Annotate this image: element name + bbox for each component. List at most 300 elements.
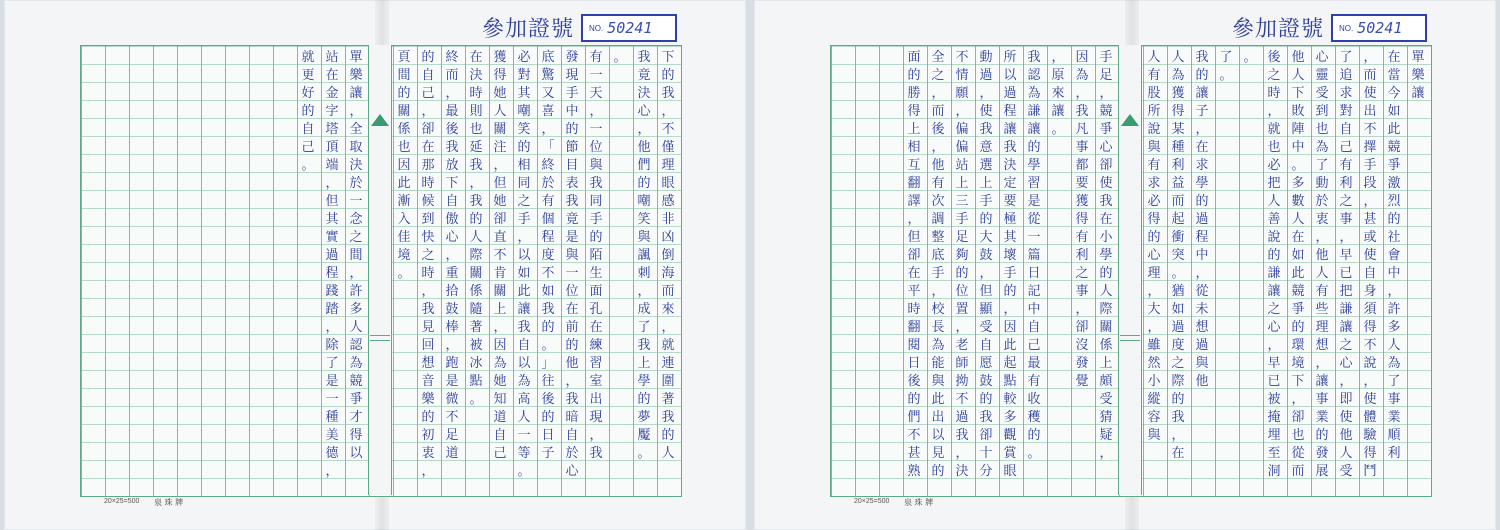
handwritten-char: 己 [421,86,435,101]
handwritten-char: 有 [1147,158,1161,173]
handwritten-char: 原 [1051,68,1065,83]
handwritten-char: 不 [955,50,969,65]
handwritten-char: 人 [1339,446,1353,461]
handwritten-char: 喜 [541,104,555,119]
handwritten-char: ， [469,176,483,191]
text-column [930,50,946,480]
handwritten-char: 受 [1339,464,1353,479]
handwritten-char: 有 [1315,284,1329,299]
handwritten-char: 利 [1075,248,1089,263]
handwritten-char: 知 [493,392,507,407]
handwritten-char: 觀 [1003,428,1017,443]
handwritten-char: 卻 [1291,410,1305,425]
handwritten-char: 靈 [1315,68,1329,83]
handwritten-char: 單 [349,50,363,65]
handwritten-char: 衷 [421,446,435,461]
handwritten-char: 得 [1171,104,1185,119]
handwritten-char: ， [931,86,945,101]
handwritten-char: 上 [979,176,993,191]
handwritten-char: 利 [1171,158,1185,173]
handwritten-char: 頗 [1099,374,1113,389]
handwritten-char: 其 [517,86,531,101]
handwritten-char: 認 [349,338,363,353]
handwritten-char: 於 [349,176,363,191]
handwritten-char: 入 [397,212,411,227]
handwritten-char: 又 [541,86,555,101]
center-marker-icon [1121,114,1139,126]
handwritten-char: 就 [661,338,675,353]
handwritten-char: 節 [565,140,579,155]
handwritten-char: 「 [541,140,555,155]
handwritten-char: 手 [1363,158,1377,173]
handwritten-char: 於 [565,446,579,461]
handwritten-char: 的 [421,50,435,65]
handwritten-char: 我 [1171,410,1185,425]
handwritten-char: 有 [1075,230,1089,245]
answer-sheet-right [754,0,1496,530]
handwritten-char: 自 [421,68,435,83]
handwritten-char: 快 [421,230,435,245]
handwritten-char: 是 [565,230,579,245]
handwritten-char: 如 [1171,302,1185,317]
handwritten-char: 子 [541,446,555,461]
handwritten-char: 事 [1075,284,1089,299]
handwritten-char: 至 [1267,446,1281,461]
handwritten-char: 多 [1291,176,1305,191]
handwritten-char: 讓 [1027,122,1041,137]
handwritten-char: 有 [1147,68,1161,83]
handwritten-char: 未 [1195,302,1209,317]
handwritten-char: 今 [1387,86,1401,101]
handwritten-char: 中 [1387,266,1401,281]
handwritten-char: 衝 [1171,230,1185,245]
handwritten-char: 必 [517,50,531,65]
handwritten-char: 到 [421,212,435,227]
handwritten-char: ， [325,464,339,479]
handwritten-char: 過 [1195,338,1209,353]
handwritten-char: 關 [493,122,507,137]
handwritten-char: 我 [541,302,555,317]
handwritten-char: 我 [1075,104,1089,119]
handwritten-char: 僅 [661,140,675,155]
handwritten-char: 與 [589,158,603,173]
handwritten-char: 為 [493,356,507,371]
handwritten-char: ， [349,104,363,119]
handwritten-char: 時 [421,266,435,281]
handwritten-char: 競 [349,374,363,389]
center-marker-icon [371,114,389,126]
handwritten-char: 見 [931,446,945,461]
handwritten-char: 為 [1171,68,1185,83]
handwritten-char: 取 [349,140,363,155]
handwritten-char: 一 [1027,230,1041,245]
handwritten-char: 把 [1339,284,1353,299]
handwritten-char: 鼓 [979,374,993,389]
handwritten-char: 理 [1147,266,1161,281]
handwritten-char: ， [493,320,507,335]
handwritten-char: 其 [1003,230,1017,245]
handwritten-char: 點 [1003,374,1017,389]
handwritten-char: 樂 [349,68,363,83]
handwritten-char: 敗 [1291,104,1305,119]
handwritten-char: 我 [469,194,483,209]
handwritten-char: 許 [349,284,363,299]
handwritten-char: 除 [325,338,339,353]
handwritten-char: 也 [469,122,483,137]
handwritten-char: 倒 [661,248,675,263]
handwritten-char: 之 [1339,338,1353,353]
handwritten-char: 從 [1291,446,1305,461]
handwritten-char: ， [1363,374,1377,389]
handwritten-char: 情 [955,68,969,83]
handwritten-char: 時 [469,86,483,101]
handwritten-char: 心 [445,230,459,245]
handwritten-char: 初 [421,428,435,443]
handwritten-char: 從 [1195,284,1209,299]
handwritten-char: 非 [661,212,675,227]
handwritten-char: 度 [1171,338,1185,353]
handwritten-char: 人 [469,230,483,245]
handwritten-char: 魘 [637,428,651,443]
handwritten-char: 同 [589,194,603,209]
handwritten-char: 日 [541,428,555,443]
handwritten-char: 不 [541,266,555,281]
handwritten-char: 時 [421,176,435,191]
handwritten-char: 的 [1027,140,1041,155]
handwritten-char: 現 [589,410,603,425]
handwritten-char: 事 [1075,140,1089,155]
handwritten-char: 為 [1027,86,1041,101]
handwritten-char: 傲 [445,212,459,227]
handwritten-char: 竟 [637,68,651,83]
handwritten-char: 意 [979,140,993,155]
handwritten-char: 發 [1075,356,1089,371]
handwritten-char: 之 [1075,266,1089,281]
handwritten-char: 的 [1291,320,1305,335]
handwritten-char: 老 [955,338,969,353]
handwritten-char: 卻 [907,248,921,263]
handwritten-char: 微 [445,392,459,407]
handwritten-char: 關 [1099,320,1113,335]
handwritten-char: 爭 [1099,122,1113,137]
handwritten-char: 暗 [565,410,579,425]
handwritten-char: 的 [565,338,579,353]
handwritten-char: 往 [541,374,555,389]
handwritten-char: 候 [421,194,435,209]
handwritten-char: 動 [1315,176,1329,191]
handwritten-char: 讓 [1411,86,1425,101]
text-column [954,50,970,480]
handwritten-char: 偏 [955,140,969,155]
handwritten-char: 同 [517,176,531,191]
handwritten-char: 謙 [1267,266,1281,281]
handwritten-char: 小 [1147,374,1161,389]
handwritten-char: 使 [1363,248,1377,263]
handwritten-char: 。 [637,446,651,461]
handwritten-char: 都 [1075,158,1089,173]
handwritten-char: 時 [1267,86,1281,101]
handwritten-char: 如 [1387,104,1401,119]
handwritten-char: 手 [979,194,993,209]
handwritten-char: 某 [1171,122,1185,137]
handwritten-char: 底 [541,50,555,65]
handwritten-char: ， [1291,392,1305,407]
handwritten-char: 的 [979,212,993,227]
text-column [1002,50,1018,480]
handwritten-char: 她 [493,374,507,389]
handwritten-char: 目 [565,158,579,173]
handwritten-char: 我 [979,410,993,425]
handwritten-char: 說 [1267,230,1281,245]
handwritten-char: 我 [637,338,651,353]
handwritten-char: 的 [1195,194,1209,209]
handwritten-char: 但 [907,230,921,245]
handwritten-char: 以 [931,428,945,443]
handwritten-char: 容 [1147,410,1161,425]
handwritten-char: 定 [1003,176,1017,191]
handwritten-char: 。 [1027,446,1041,461]
handwritten-char: 才 [349,410,363,425]
handwritten-char: 的 [589,230,603,245]
handwritten-char: 的 [421,410,435,425]
text-column [1170,50,1186,462]
handwritten-char: 後 [931,122,945,137]
handwritten-char: 的 [1267,248,1281,263]
handwritten-char: 猜 [1099,410,1113,425]
handwritten-char: 爭 [1387,158,1401,173]
handwritten-char: 有 [1027,374,1041,389]
handwritten-char: 獲 [1075,194,1089,209]
handwritten-char: 自 [1339,122,1353,137]
handwritten-char: 大 [979,230,993,245]
handwritten-char: 競 [1291,284,1305,299]
handwritten-char: 因 [1003,320,1017,335]
handwritten-char: 。 [469,392,483,407]
handwritten-char: ， [589,428,603,443]
handwritten-char: 卻 [493,212,507,227]
handwritten-char: 笑 [517,122,531,137]
handwritten-char: 中 [1027,302,1041,317]
entry-number-value: 50241 [1357,19,1403,37]
text-column [1410,50,1426,102]
handwritten-char: 德 [325,446,339,461]
handwritten-char: 美 [325,428,339,443]
handwritten-char: ， [1195,122,1209,137]
handwritten-char: ， [1363,194,1377,209]
handwritten-char: 爭 [349,392,363,407]
handwritten-char: 的 [469,212,483,227]
handwritten-char: 人 [1291,68,1305,83]
handwritten-char: 在 [1099,212,1113,227]
handwritten-char: 單 [1411,50,1425,65]
handwritten-char: 讓 [1339,320,1353,335]
handwritten-char: 夠 [955,248,969,263]
handwritten-char: 我 [517,320,531,335]
handwritten-char: 得 [1075,212,1089,227]
entry-number-label: 參加證號 [482,17,575,42]
handwritten-char: 在 [469,50,483,65]
handwritten-char: 把 [1267,176,1281,191]
handwritten-char: 此 [397,176,411,191]
handwritten-char: 從 [1027,212,1041,227]
handwritten-char: 在 [1387,50,1401,65]
handwritten-char: 縱 [1147,392,1161,407]
handwritten-char: 整 [931,230,945,245]
handwritten-char: 凡 [1075,122,1089,137]
handwritten-char: ， [1339,230,1353,245]
handwritten-char: ， [637,122,651,137]
handwritten-char: 重 [445,266,459,281]
handwritten-char: 烈 [1387,194,1401,209]
handwritten-char: 心 [1267,320,1281,335]
handwritten-char: 程 [1003,104,1017,119]
handwritten-char: 手 [1099,50,1113,65]
handwritten-char: 著 [469,320,483,335]
handwritten-char: ， [421,464,435,479]
handwritten-char: 。 [1243,50,1257,65]
handwritten-char: 竟 [565,212,579,227]
handwritten-char: 以 [517,248,531,263]
handwritten-char: 下 [1291,86,1305,101]
handwritten-char: 得 [1147,212,1161,227]
handwritten-char: 端 [325,158,339,173]
handwritten-char: ， [445,86,459,101]
handwritten-char: 會 [1387,248,1401,263]
text-column [396,50,412,282]
handwritten-char: 賞 [1003,446,1017,461]
handwritten-char: 。 [1051,122,1065,137]
handwritten-char: 許 [1387,302,1401,317]
handwritten-char: 位 [565,284,579,299]
handwritten-char: 要 [1075,176,1089,191]
handwritten-char: 讓 [1315,374,1329,389]
handwritten-char: 自 [445,194,459,209]
text-column [1362,50,1378,480]
handwritten-char: 凶 [661,230,675,245]
handwritten-char: 人 [1147,50,1161,65]
handwritten-char: 為 [349,356,363,371]
center-divider [1120,335,1140,341]
handwritten-char: 為 [1075,68,1089,83]
handwritten-char: 人 [1099,284,1113,299]
handwritten-char: ， [493,158,507,173]
handwritten-char: 習 [589,356,603,371]
handwritten-char: 謙 [1027,104,1041,119]
handwritten-char: 自 [493,428,507,443]
handwritten-char: 而 [1363,68,1377,83]
text-column [636,50,652,462]
handwritten-char: 之 [1171,356,1185,371]
handwritten-char: 則 [469,104,483,119]
handwritten-char: 讓 [1003,122,1017,137]
handwritten-char: 我 [565,194,579,209]
handwritten-char: 顯 [979,302,993,317]
handwritten-char: 翻 [907,320,921,335]
handwritten-char: 下 [661,50,675,65]
handwritten-char: 延 [469,140,483,155]
handwritten-char: 有 [1339,158,1353,173]
handwritten-char: 決 [469,68,483,83]
handwritten-char: 在 [1195,140,1209,155]
handwritten-char: 中 [1195,248,1209,263]
handwritten-char: 而 [445,68,459,83]
handwritten-char: 對 [1339,104,1353,119]
handwritten-char: 了 [637,320,651,335]
handwritten-char: 手 [589,212,603,227]
handwritten-char: 讓 [517,302,531,317]
handwritten-char: 直 [493,230,507,245]
handwritten-char: 過 [1171,320,1185,335]
handwritten-char: 心 [1147,248,1161,263]
handwritten-char: 練 [589,338,603,353]
handwritten-char: 此 [931,392,945,407]
handwritten-char: 棒 [445,320,459,335]
handwritten-char: 的 [541,410,555,425]
text-column [1098,50,1114,462]
handwritten-char: 必 [1147,194,1161,209]
handwritten-char: 也 [1315,122,1329,137]
handwritten-char: ， [637,284,651,299]
handwritten-char: 得 [349,428,363,443]
handwritten-char: 之 [931,68,945,83]
handwritten-char: 一 [325,392,339,407]
handwritten-char: 如 [541,284,555,299]
handwritten-char: 利 [1339,176,1353,191]
handwritten-char: 覺 [1075,374,1089,389]
handwritten-char: 因 [1075,50,1089,65]
handwritten-char: 是 [1027,194,1041,209]
handwritten-char: 一 [589,68,603,83]
handwritten-char: 數 [1291,194,1305,209]
handwritten-char: 以 [1003,68,1017,83]
handwritten-char: 就 [301,50,315,65]
handwritten-char: 掩 [1267,410,1281,425]
handwritten-char: 終 [445,50,459,65]
handwritten-char: 間 [349,248,363,263]
handwritten-char: 獲 [1171,86,1185,101]
handwritten-char: 如 [1291,248,1305,263]
handwritten-char: 人 [661,446,675,461]
handwritten-char: 個 [541,212,555,227]
handwritten-char: 競 [1099,104,1113,119]
handwritten-char: 起 [1171,212,1185,227]
handwritten-char: 求 [1339,86,1353,101]
handwritten-char: 次 [931,194,945,209]
handwritten-char: 手 [565,86,579,101]
handwritten-char: ， [1315,356,1329,371]
handwritten-char: 與 [1147,428,1161,443]
handwritten-char: 事 [1315,392,1329,407]
handwritten-char: 壞 [1003,248,1017,263]
handwritten-char: 而 [931,104,945,119]
handwritten-char: 翻 [907,176,921,191]
handwritten-char: 見 [421,320,435,335]
handwritten-char: 以 [349,446,363,461]
printer-brand-label: 泉 珠 牌 [904,498,934,507]
handwritten-char: 他 [1339,428,1353,443]
handwritten-char: 小 [1099,230,1113,245]
handwritten-char: 使 [979,104,993,119]
handwritten-char: 海 [661,266,675,281]
handwritten-char: ， [1315,230,1329,245]
handwritten-char: 驗 [1363,428,1377,443]
grid-spec-label: 20×25=500 [104,498,140,505]
handwritten-char: 了 [1387,374,1401,389]
handwritten-char: 。 [397,266,411,281]
handwritten-char: 其 [325,212,339,227]
handwritten-char: ， [955,104,969,119]
handwritten-char: 必 [1267,158,1281,173]
